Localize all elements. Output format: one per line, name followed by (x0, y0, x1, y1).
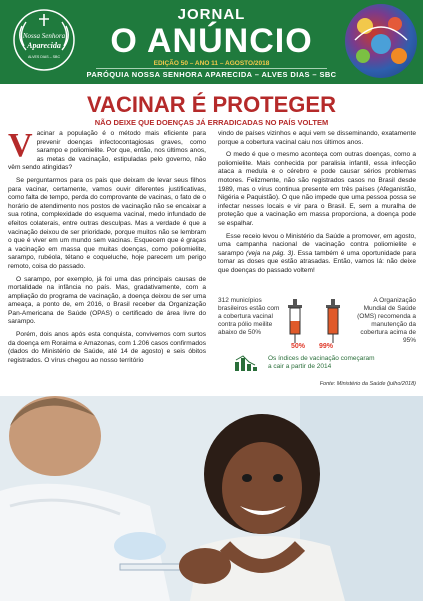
syringe-icon-right (322, 299, 344, 343)
bar-chart-icon (234, 354, 258, 372)
paragraph-1-text: acinar a população é o método mais eficiente para prevenir doenças infectocontagiosas graves, como sarampo e poliomielite. Por que, então, nos últimos anos, as metas de vacinação, estipuladas pelo governo, não vêm sendo atingidas? (8, 130, 206, 172)
syringe-icon-left (284, 299, 306, 343)
masthead (0, 0, 423, 84)
vaccination-photo (0, 396, 423, 601)
page-reference-link: (veja na pág. 3) (246, 249, 294, 257)
vaccination-infographic (218, 293, 416, 388)
logo-text-1: Nossa Senhora (22, 32, 66, 40)
paragraph-5: vindo de países vizinhos e aqui vem se disseminando, exatamente porque a cobertura vacinal caiu nos últimos anos. (218, 130, 416, 146)
emblem-art-icon (345, 4, 417, 78)
parish-line: PARÓQUIA NOSSA SENHORA APARECIDA – ALVES DIAS – SBC (86, 70, 337, 79)
article-column-left (8, 127, 206, 369)
percent-99: 99% (319, 343, 334, 350)
percent-50: 50% (291, 343, 306, 350)
masthead-rule (96, 68, 327, 69)
paragraph-2: Se perguntarmos para os pais que deixam de levar seus filhos para vacinar, certamente, vamos ouvir diferentes justificativas, como falta de tempo, perda do comprovante de vacinas, o fato de o horário de atendimento nos postos de vacinação não se encaixar a sua rotina, complexidade do esquema vacinal, medo infundado de efeitos colaterais, entre outras desculpas. Mas a verdade é que a vacinação deixou de ser prioridade, porque muitos não se lembram o que é viver em um mundo sem vacinas. Esquecem que é graças a vacinação em massa que muitas doenças, como poliomielite, sarampo, rubéola, tétano e coqueluche, hoje parecem um perigo remoto, coisa do passado. (8, 176, 206, 270)
masthead-title: O ANÚNCIO (110, 22, 313, 60)
campaign-emblem (345, 4, 417, 78)
edition-line: EDIÇÃO 50 – ANO 11 – AGOSTO/2018 (153, 60, 270, 67)
logo-text-3: ALVES DIAS – SBC (27, 55, 61, 59)
vaccination-photo-illustration (0, 396, 423, 601)
dropcap: V (8, 127, 33, 164)
paragraph-7-b: . Essa também é uma oportunidade para tomar as doses que estão atrasadas. Então, vamos lá: não deixe que doenças do passado voltem! (218, 249, 416, 274)
paragraph-7 (218, 233, 416, 276)
article-column-right (218, 130, 416, 280)
paragraph-4: Porém, dois anos após esta conquista, convivemos com surtos da doença em Roraima e Amazonas, com 1.206 casos confirmados (dados do Ministério de Saúde, até 14 de agosto) e seis óbitos registrados. O vírus chegou ao nosso território (8, 331, 206, 364)
infographic-municipalities-text: 312 municípios brasileiros estão com a cobertura vacinal contra pólio meilite abaixo de 50% (218, 297, 280, 336)
logo-text-2: Aparecida (27, 41, 61, 50)
infographic-trend-text: Os índices de vacinação começaram a cair a partir de 2014 (268, 355, 375, 370)
paragraph-3: O sarampo, por exemplo, já foi uma das principais causas de mortalidade na infância no país. Mas, gradativamente, com a ampliação do programa de vacinação, a doença deixou de ser uma ameaça, a ponto de, em 2016, o Brasil receber da Organização Pan-Americana de Saúde (OPAS) o certificado de área livre do sarampo. (8, 275, 206, 326)
masthead-kicker: JORNAL (177, 6, 246, 23)
paragraph-1 (8, 127, 206, 173)
article-headline: VACINAR É PROTEGER (87, 92, 336, 117)
article-subheadline: NÃO DEIXE QUE DOENÇAS JÁ ERRADICADAS NO PAÍS VOLTEM (94, 118, 329, 127)
infographic-source: Fonte: Ministério da Saúde (julho/2018) (319, 381, 416, 387)
paragraph-6: O medo é que o mesmo aconteça com outras doenças, como a poliomielite. Mais conhecida por paralisia infantil, essa infecção ataca a medula e o cérebro e pode causar sérios problemas motores. Felizmente, não são registrados casos no Brasil desde 1989, mas o vírus continua presente em três países (Afeganistão, Nigéria e Paquistão). O que não impede que uma pessoa possa se infectar nesses locais e vir para o Brasil. E, sem a muralha de proteção que a vacinação em massa proporciona, a doença pode se espalhar. (218, 151, 416, 227)
infographic-oms-text: A Organização Mundial de Saúde (OMS) recomenda a manutenção da cobertura acima de 95% (357, 297, 416, 344)
paragraph-7-a: Esse receio levou o Ministério da Saúde a promover, em agosto, uma campanha nacional de vacinação contra poliomielite e sarampo (218, 232, 416, 257)
